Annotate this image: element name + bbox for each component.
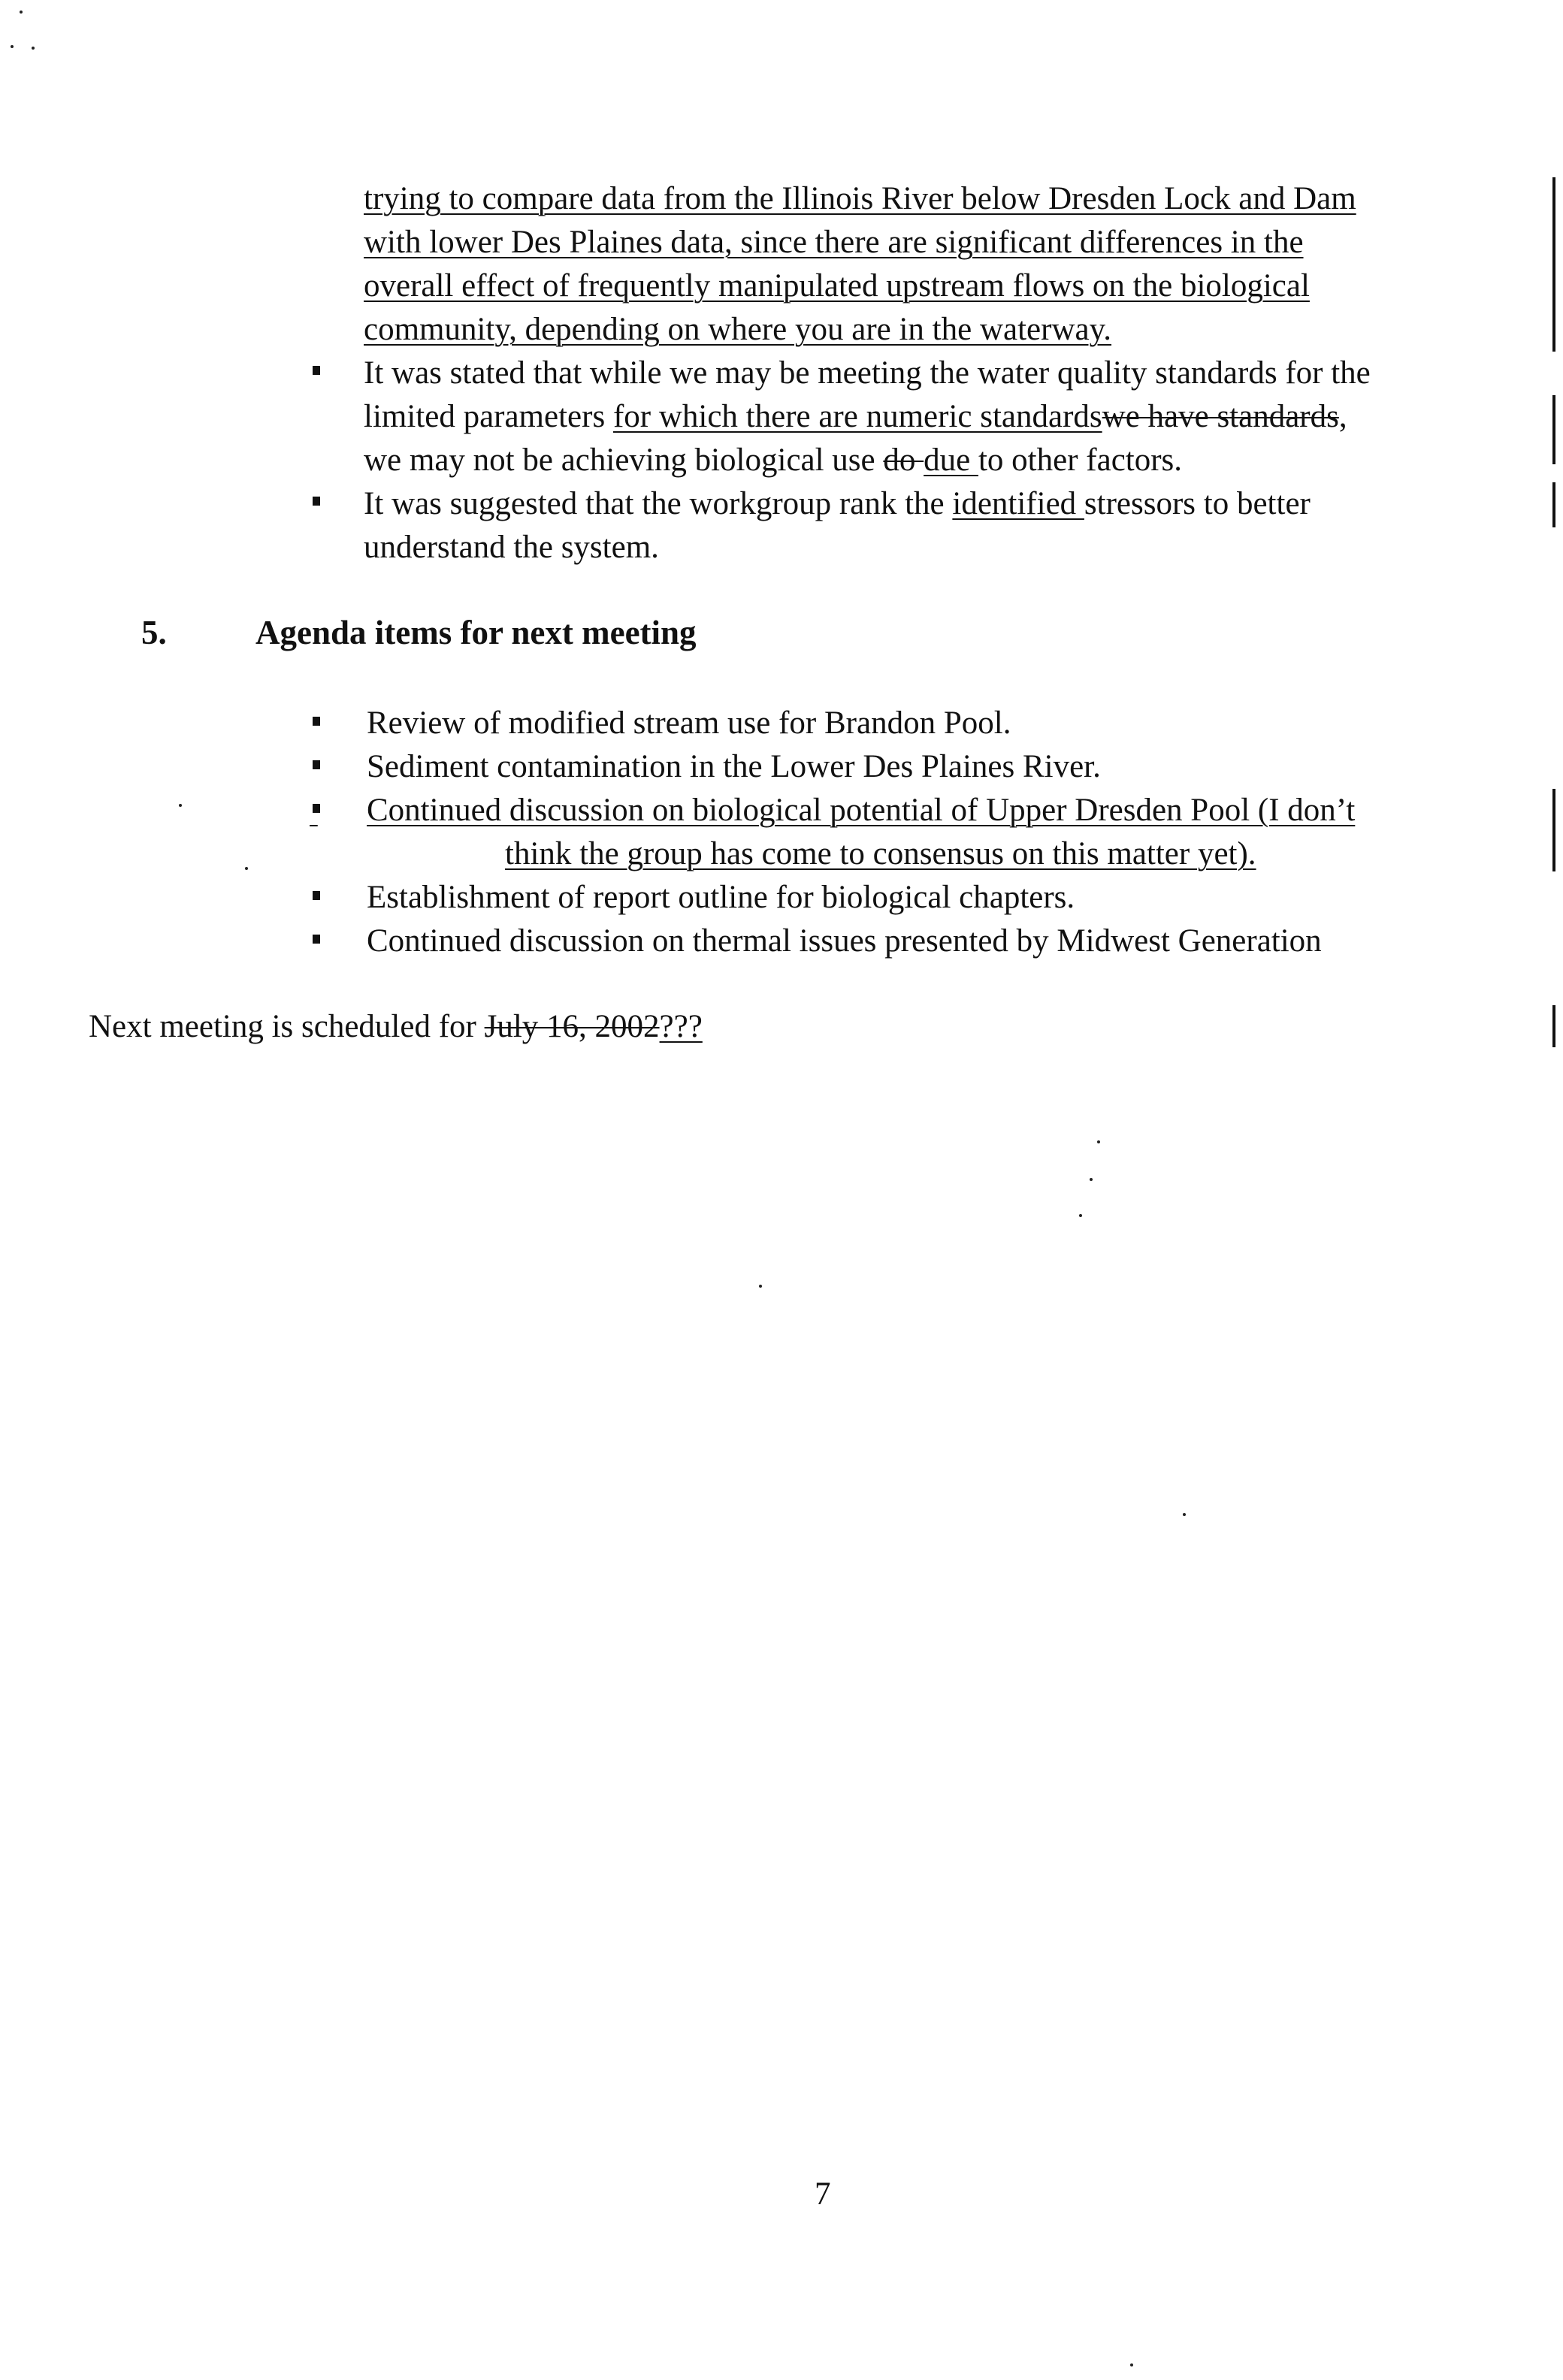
bullet-marker <box>313 891 320 900</box>
agenda-item: Continued discussion on thermal issues presented by Midwest Generation <box>367 923 1322 959</box>
deleted-text: we have standards <box>1102 399 1339 434</box>
text-run: limited parameters <box>364 399 613 434</box>
scan-speck <box>1183 1513 1186 1516</box>
text-run: stressors to better <box>1084 486 1311 521</box>
bullet-line <box>364 482 1311 526</box>
continuation-line-4: community, depending on where you are in the waterway. <box>364 312 1112 347</box>
revision-bar <box>1552 482 1555 527</box>
scan-speck <box>1090 1178 1093 1181</box>
text-run: we may not be achieving biological use <box>364 442 884 478</box>
scan-speck <box>1130 2363 1133 2366</box>
scan-speck <box>20 11 23 14</box>
scan-speck <box>1097 1140 1100 1143</box>
revision-bar <box>1552 1005 1555 1047</box>
continuation-line-1: trying to compare data from the Illinois River below Dresden Lock and Dam <box>364 181 1356 216</box>
bullet-marker <box>313 497 320 506</box>
bullet-line: It was stated that while we may be meeting the water quality standards for the <box>364 355 1371 391</box>
inserted-text: identified <box>952 486 1084 521</box>
bullet-line <box>364 395 1371 439</box>
agenda-item: Review of modified stream use for Brandon Pool. <box>367 705 1011 741</box>
scan-speck <box>32 47 35 50</box>
scan-speck <box>1079 1214 1082 1217</box>
agenda-item-inserted: Continued discussion on biological potential of Upper Dresden Pool (I don’t <box>367 793 1356 828</box>
next-meeting-line <box>89 1005 703 1049</box>
bullet-line <box>364 439 1371 482</box>
text-run: , <box>1338 399 1347 434</box>
text-run: to other factors. <box>978 442 1183 478</box>
section-number: 5. <box>141 614 167 651</box>
continuation-paragraph <box>364 177 1356 352</box>
bullet-marker <box>313 760 320 769</box>
deleted-date: July 16, 2002 <box>484 1009 660 1044</box>
agenda-item-spacer <box>310 789 367 832</box>
agenda-item: Establishment of report outline for biological chapters. <box>367 880 1075 915</box>
bullet-marker <box>313 717 320 726</box>
bullet-marker <box>313 935 320 944</box>
continuation-line-2: with lower Des Plaines data, since there are significant differences in the <box>364 225 1304 260</box>
inserted-text: due <box>924 442 978 478</box>
text-run: It was suggested that the workgroup rank the <box>364 486 953 521</box>
scan-speck <box>245 867 248 870</box>
revision-bar <box>1552 177 1555 352</box>
bullet-marker <box>313 366 320 375</box>
revision-bar <box>1552 789 1555 871</box>
next-meeting-prefix: Next meeting is scheduled for <box>89 1009 485 1044</box>
continuation-line-3: overall effect of frequently manipulated upstream flows on the biological <box>364 268 1310 304</box>
section-title: Agenda items for next meeting <box>255 614 697 651</box>
scan-speck <box>759 1285 762 1288</box>
bullet-water-quality <box>364 352 1371 482</box>
deleted-text: do <box>883 442 924 478</box>
page-number: 7 <box>815 2176 831 2212</box>
agenda-item-inserted-continued: think the group has come to consensus on this matter yet). <box>505 836 1256 871</box>
scan-speck <box>11 45 14 48</box>
revision-bar <box>1552 395 1555 464</box>
bullet-rank-stressors <box>364 482 1311 569</box>
bullet-line: understand the system. <box>364 530 659 565</box>
inserted-date: ??? <box>659 1009 703 1044</box>
section-heading <box>141 613 167 652</box>
scan-speck <box>179 804 182 807</box>
inserted-text: for which there are numeric standards <box>612 399 1102 434</box>
agenda-item: Sediment contamination in the Lower Des Plaines River. <box>367 749 1101 784</box>
